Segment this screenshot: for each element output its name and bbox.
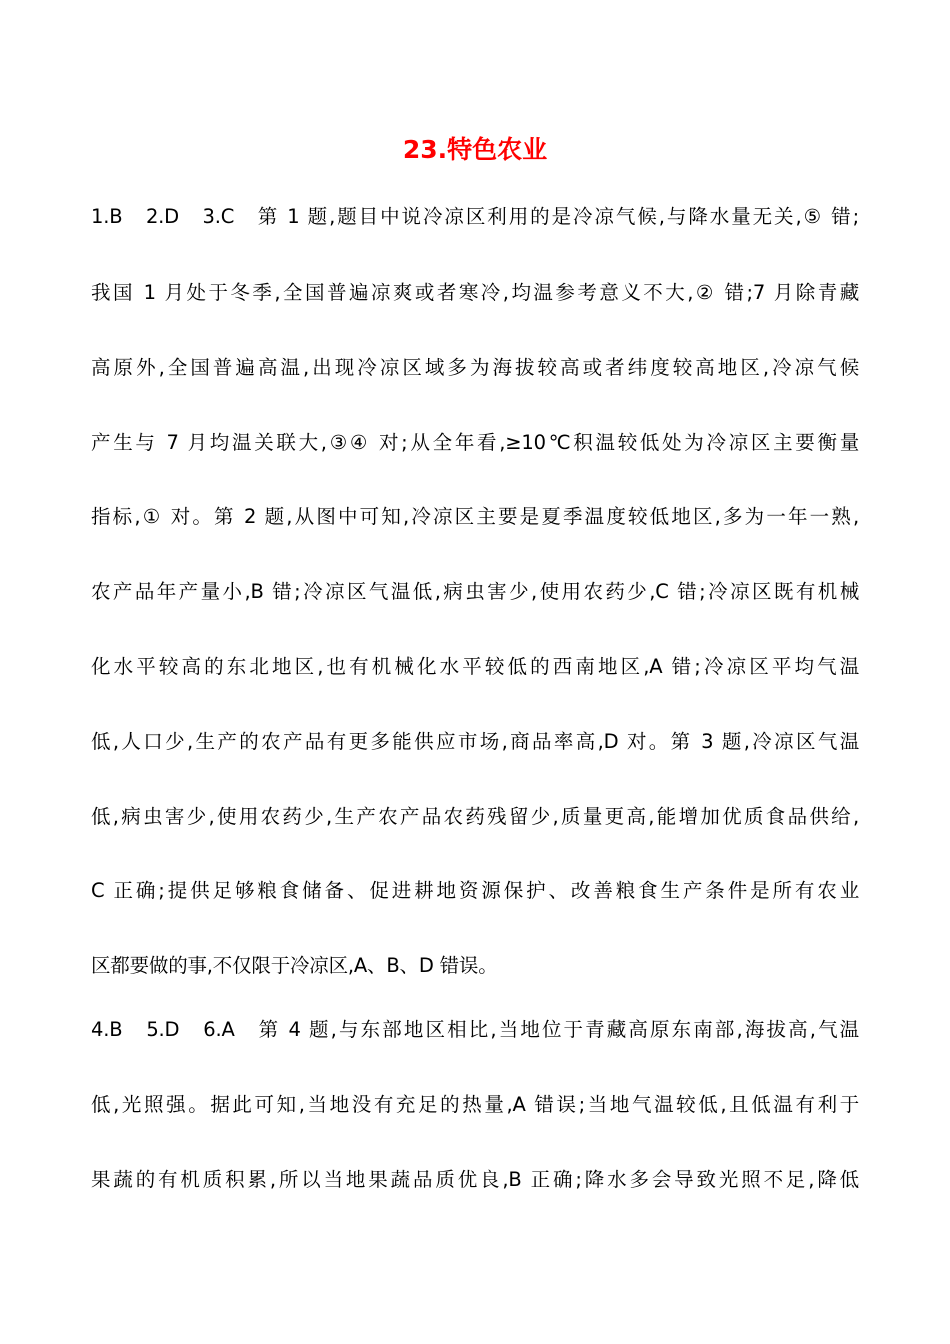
text-line: 产生与 7 月均温关联大,③④ 对;从全年看,≥10℃积温较低处为冷凉区主要衡量 — [91, 431, 859, 454]
text-line: 4.B 5.D 6.A 第 4 题,与东部地区相比,当地位于青藏高原东南部,海拔高,气温 — [91, 1018, 859, 1041]
text-line: 低,光照强。据此可知,当地没有充足的热量,A 错误;当地气温较低,且低温有利于 — [91, 1093, 859, 1116]
text-line: 果蔬的有机质积累,所以当地果蔬品质优良,B 正确;降水多会导致光照不足,降低 — [91, 1168, 859, 1191]
text-line: 指标,① 对。第 2 题,从图中可知,冷凉区主要是夏季温度较低地区,多为一年一熟, — [91, 505, 859, 528]
text-line: 农产品年产量小,B 错;冷凉区气温低,病虫害少,使用农药少,C 错;冷凉区既有机械 — [91, 580, 859, 603]
text-line: 我国 1 月处于冬季,全国普遍凉爽或者寒冷,均温参考意义不大,② 错;7 月除青藏 — [91, 281, 859, 304]
text-line: 低,病虫害少,使用农药少,生产农产品农药残留少,质量更高,能增加优质食品供给, — [91, 805, 859, 828]
text-line: 1.B 2.D 3.C 第 1 题,题目中说冷凉区利用的是冷凉气候,与降水量无关,⑤ 错; — [91, 205, 859, 228]
text-line: 低,人口少,生产的农产品有更多能供应市场,商品率高,D 对。第 3 题,冷凉区气温 — [91, 730, 859, 753]
page-title: 23.特色农业 — [402, 135, 548, 164]
text-line: 区都要做的事,不仅限于冷凉区,A、B、D 错误。 — [91, 954, 498, 977]
text-line: 高原外,全国普遍高温,出现冷凉区域多为海拔较高或者纬度较高地区,冷凉气候 — [91, 356, 859, 379]
text-line: C 正确;提供足够粮食储备、促进耕地资源保护、改善粮食生产条件是所有农业 — [91, 879, 859, 902]
text-line: 化水平较高的东北地区,也有机械化水平较低的西南地区,A 错;冷凉区平均气温 — [91, 655, 859, 678]
